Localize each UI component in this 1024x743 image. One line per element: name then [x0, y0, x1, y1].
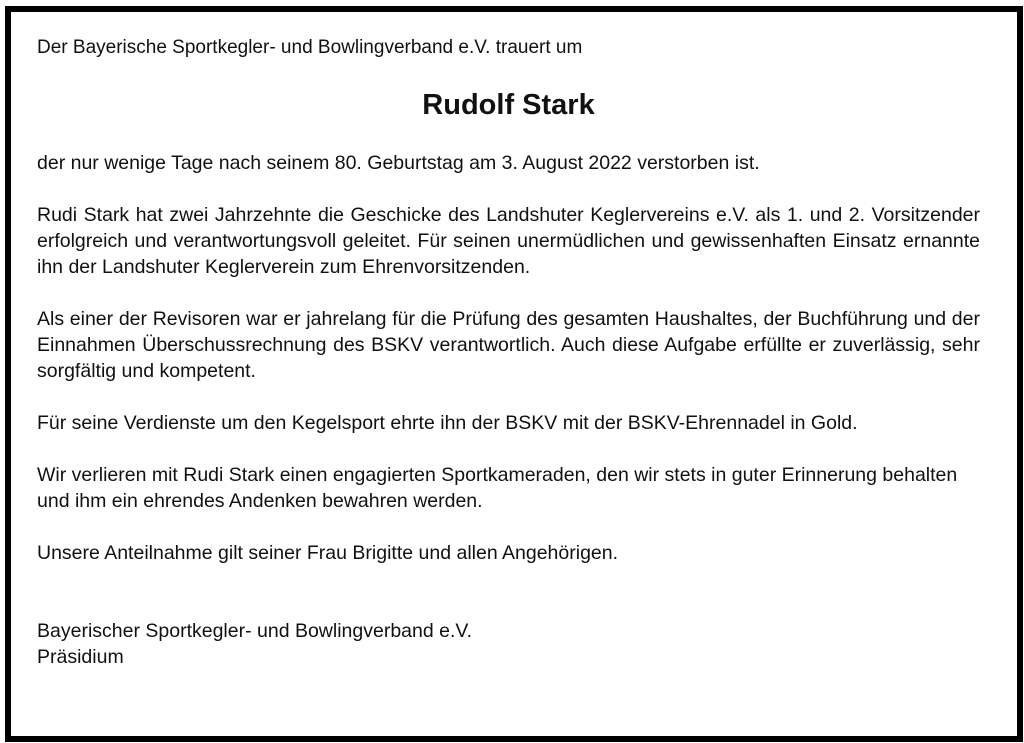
paragraph-auditor-role: Als einer der Revisoren war er jahrelang für die Prüfung des gesamten Haushaltes, der Buchführung und der Einnahmen Überschussrechnung des BSKV verantwortlich. Auch diese Aufgabe erfüllte er zuverlässig, sehr sorgfältig und kompetent.: [37, 308, 980, 382]
signature-organization: Bayerischer Sportkegler- und Bowlingverband e.V.: [37, 620, 473, 642]
paragraph-club-leadership: Rudi Stark hat zwei Jahrzehnte die Geschicke des Landshuter Keglervereins e.V. als 1. und 2. Vorsitzender erfolgreich und verantwortungsvoll geleitet. Für seinen unermüdlichen und gewissenhaften Einsatz ernannte ihn der Landshuter Keglerverein zum Ehrenvorsitzenden.: [37, 204, 980, 278]
deceased-name: Rudolf Stark: [422, 89, 595, 121]
obituary-content: [37, 36, 980, 670]
paragraph-honors: Für seine Verdienste um den Kegelsport ehrte ihn der BSKV mit der BSKV-Ehrennadel in Gold.: [37, 412, 858, 434]
obituary-frame: [5, 6, 1023, 742]
signature-body: Präsidium: [37, 646, 124, 668]
paragraph-remembrance: Wir verlieren mit Rudi Stark einen engagierten Sportkameraden, den wir stets in guter Erinnerung behalten und ihm ein ehrendes Andenken bewahren werden.: [37, 464, 958, 512]
signature-block: [37, 618, 980, 670]
intro-line: Der Bayerische Sportkegler- und Bowlingverband e.V. trauert um: [37, 37, 583, 58]
paragraph-condolences: Unsere Anteilnahme gilt seiner Frau Brigitte und allen Angehörigen.: [37, 542, 619, 564]
paragraph-death-notice: der nur wenige Tage nach seinem 80. Geburtstag am 3. August 2022 verstorben ist.: [37, 152, 760, 174]
